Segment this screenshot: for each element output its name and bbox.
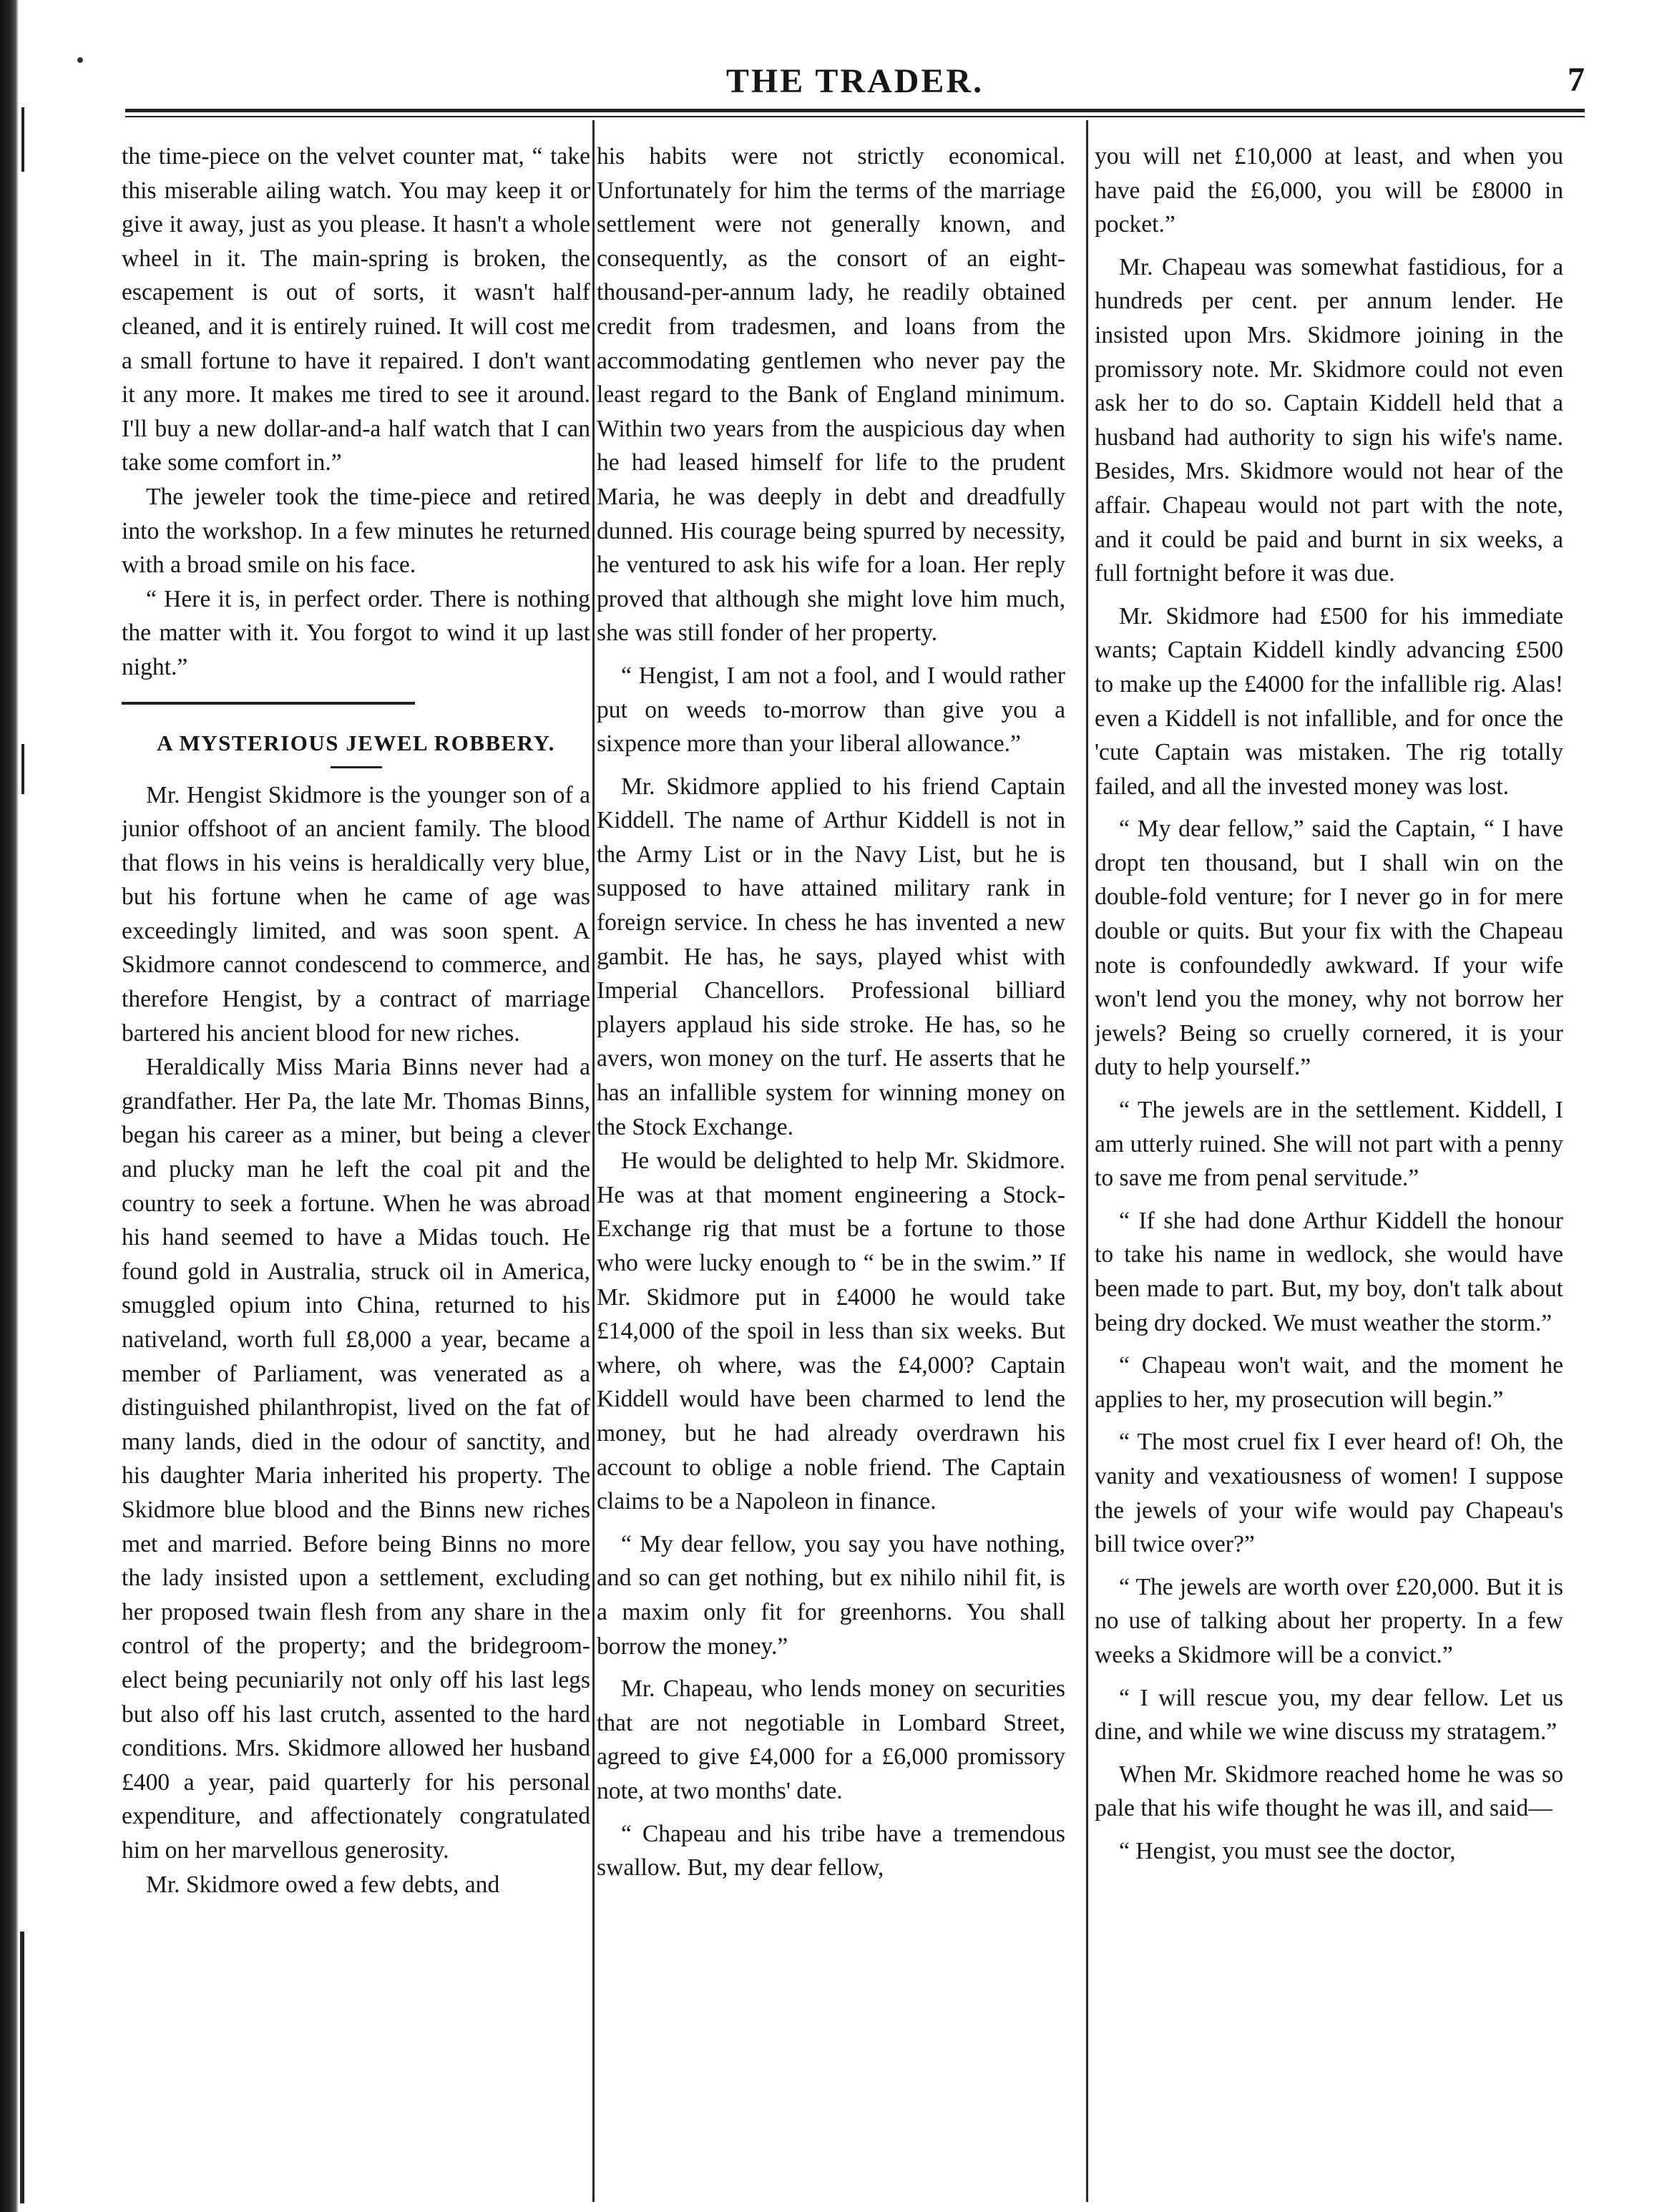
paragraph: “ Chapeau won't wait, and the moment he applies to her, my prosecution will begin.” — [1095, 1352, 1563, 1413]
paragraph: “ Hengist, you must see the doctor, — [1119, 1837, 1456, 1864]
article-heading: A MYSTERIOUS JEWEL ROBBERY. — [157, 730, 555, 755]
column-rule — [592, 120, 595, 2202]
column-2 — [597, 140, 1065, 2200]
paragraph: “ The jewels are worth over £20,000. But it is no use of talking about her property. In a few weeks a Skidmore will be a convict.” — [1095, 1573, 1563, 1668]
header-rule — [125, 109, 1585, 112]
page-number: 7 — [1568, 61, 1585, 99]
scan-edge-mark — [21, 107, 24, 172]
scan-edge-mark — [21, 744, 24, 794]
paragraph: the time-piece on the velvet counter mat, “ take this miserable ailing watch. You may keep it or give it away, just as you please. It hasn't a whole wheel in it. The main-spring is broken, the escapement is out of sorts, it wasn't half cleaned, and it is entirely ruined. It will cost me a small fortune to have it repaired. I don't want it any more. It makes me tired to see it around. I'll buy a new dollar-and-a half watch that I can take some comfort in.” — [122, 143, 590, 476]
paragraph: “ My dear fellow,” said the Captain, “ I have dropt ten thousand, but I shall win on the double-fold venture; for I never go in for mere double or quits. But your fix with the Chapeau note is confoundedly awkward. If your wife won't lend you the money, why not borrow her jewels? Being so cruelly cornered, it is your duty to help yourself.” — [1095, 816, 1563, 1081]
running-head — [125, 57, 1585, 107]
paragraph: Mr. Skidmore applied to his friend Captain Kiddell. The name of Arthur Kiddell is not in the Army List or in the Navy List, but he is supposed to have attained military rank in foreign service. In chess he has invented a new gambit. He has, he says, played whist with Imperial Chancellors. Professional billiard players applaud his side stroke. He has, so he avers, won money on the turf. He asserts that he has an infallible system for winning money on the Stock Exchange. — [597, 773, 1065, 1140]
publication-title: THE TRADER. — [725, 62, 984, 100]
paragraph: his habits were not strictly economical. Unfortunately for him the terms of the marriage settlement were not generally known, and consequently, as the consort of an eight-thousand-per-annum lady, he readily obtained credit from tradesmen, and loans from the accommodating gentlemen who never pay the least regard to the Bank of England minimum. Within two years from the auspicious day when he had leased himself for life to the prudent Maria, he was deeply in debt and dreadfully dunned. His courage being spurred by necessity, he ventured to ask his wife for a loan. Her reply proved that although she might love him much, she was still fonder of her property. — [597, 143, 1065, 647]
paragraph: Mr. Skidmore owed a few debts, and — [146, 1871, 500, 1898]
paragraph: Mr. Skidmore had £500 for his immediate wants; Captain Kiddell kindly advancing £500 to make up the £4000 for the infallible rig. Alas! even a Kiddell is not infallible, and for once the 'cute Captain was mistaken. The rig totally failed, and all the invested money was lost. — [1095, 602, 1563, 800]
paragraph: you will net £10,000 at least, and when you have paid the £6,000, you will be £8000 in pocket.” — [1095, 143, 1563, 238]
paragraph: “ I will rescue you, my dear fellow. Let us dine, and while we wine discuss my stratagem.” — [1095, 1684, 1563, 1746]
scan-binding-edge — [0, 0, 19, 2212]
column-1 — [122, 140, 590, 2200]
paragraph: The jeweler took the time-piece and retired into the workshop. In a few minutes he returned with a broad smile on his face. — [122, 483, 590, 579]
ink-speck — [77, 57, 83, 63]
paragraph: Mr. Hengist Skidmore is the younger son of a junior offshoot of an ancient family. The blood that flows in his veins is heraldically very blue, but his fortune when he came of age was exceedingly limited, and was soon spent. A Skidmore cannot condescend to commerce, and therefore Hengist, by a contract of marriage bartered his ancient blood for new riches. — [122, 781, 590, 1047]
paragraph: When Mr. Skidmore reached home he was so pale that his wife thought he was ill, and said— — [1095, 1761, 1563, 1822]
paragraph: “ Here it is, in perfect order. There is nothing the matter with it. You forgot to wind it up last night.” — [122, 585, 590, 680]
paragraph: “ Chapeau and his tribe have a tremendous swallow. But, my dear fellow, — [597, 1820, 1065, 1881]
paragraph: “ Hengist, I am not a fool, and I would rather put on weeds to-morrow than give you a sixpence more than your liberal allowance.” — [597, 662, 1065, 758]
heading-underline — [331, 766, 382, 768]
paragraph: Mr. Chapeau, who lends money on securities that are not negotiable in Lombard Street, agreed to give £4,000 for a £6,000 promissory note, at two months' date. — [597, 1675, 1065, 1804]
article-end-rule — [122, 702, 415, 705]
column-rule — [1086, 120, 1088, 2202]
header-rule-thin — [125, 116, 1585, 117]
paragraph: “ The jewels are in the settlement. Kiddell, I am utterly ruined. She will not part with a penny to save me from penal servitude.” — [1095, 1097, 1563, 1192]
paragraph: “ My dear fellow, you say you have nothing, and so can get nothing, but ex nihilo nihil fit, is a maxim only fit for greenhorns. You shall borrow the money.” — [597, 1530, 1065, 1660]
scan-edge-mark — [20, 1932, 24, 2203]
paragraph: Heraldically Miss Maria Binns never had a grandfather. Her Pa, the late Mr. Thomas Binns, began his career as a miner, but being a clever and plucky man he left the coal pit and the country to seek a fortune. When he was abroad his hand seemed to have a Midas touch. He found gold in Australia, struck oil in America, smuggled opium into China, returned to his nativeland, worth full £8,000 a year, became a member of Parliament, was venerated as a distinguished philanthropist, lived on the fat of many lands, died in the odour of sanctity, and his daughter Maria inherited his property. The Skidmore blue blood and the Binns new riches met and married. Before being Binns no more the lady insisted upon a settlement, excluding her proposed twain flesh from any share in the control of the property; and the bridegroom-elect being pecuniarily not only off his last legs but also off his last crutch, assented to the hard conditions. Mrs. Skidmore allowed her husband £400 a year, paid quarterly for his personal expenditure, and affectionately congratulated him on her marvellous generosity. — [122, 1054, 590, 1864]
paragraph: “ If she had done Arthur Kiddell the honour to take his name in wedlock, she would have been made to part. But, my boy, don't talk about being dry docked. We must weather the storm.” — [1095, 1207, 1563, 1336]
paragraph: Mr. Chapeau was somewhat fastidious, for a hundreds per cent. per annum lender. He insisted upon Mrs. Skidmore joining in the promissory note. Mr. Skidmore could not even ask her to do so. Captain Kiddell held that a husband had authority to sign his wife's name. Besides, Mrs. Skidmore would not hear of the affair. Chapeau would not part with the note, and it could be paid and burnt in six weeks, a full fortnight before it was due. — [1095, 253, 1563, 587]
paragraph: “ The most cruel fix I ever heard of! Oh, the vanity and vexatiousness of women! I suppose the jewels of your wife would pay Chapeau's bill twice over?” — [1095, 1429, 1563, 1558]
column-3 — [1095, 140, 1563, 2200]
paragraph: He would be delighted to help Mr. Skidmore. He was at that moment engineering a Stock-Exchange rig that must be a fortune to those who were lucky enough to “ be in the swim.” If Mr. Skidmore put in £4000 he would take £14,000 of the spoil in less than six weeks. But where, oh where, was the £4,000? Captain Kiddell would have been charmed to lend the money, but he had already overdrawn his account to oblige a noble friend. The Captain claims to be a Napoleon in finance. — [597, 1147, 1065, 1515]
